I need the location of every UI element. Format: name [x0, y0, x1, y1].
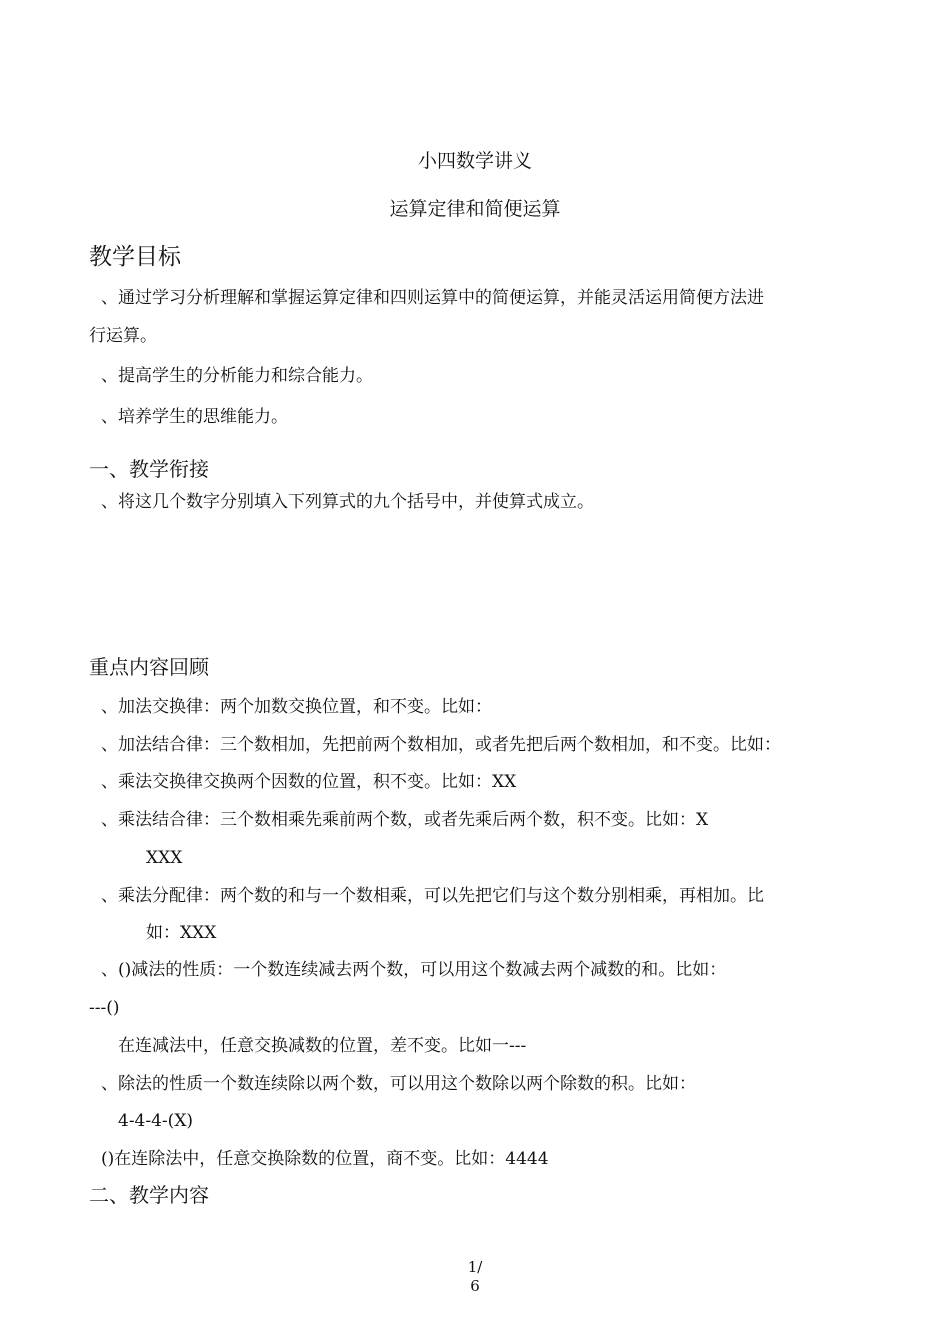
- review-line-8: 、()减法的性质：一个数连续减去两个数，可以用这个数减去两个减数的和。比如：: [101, 960, 727, 980]
- goals-item-1-line-1: 、通过学习分析理解和掌握运算定律和四则运算中的简便运算，并能灵活运用简便方法进: [101, 288, 764, 308]
- goals-item-3: 、培养学生的思维能力。: [101, 407, 288, 427]
- review-heading: 重点内容回顾: [89, 655, 209, 679]
- section-1-heading: 一、教学衔接: [89, 457, 209, 481]
- page-number-bottom: 6: [470, 1277, 480, 1295]
- section-2-heading: 二、教学内容: [89, 1183, 209, 1207]
- section-1-item-1: 、将这几个数字分别填入下列算式的九个括号中，并使算式成立。: [101, 492, 594, 512]
- review-line-9: ---(): [89, 998, 120, 1018]
- page-number-top: 1/: [467, 1258, 483, 1276]
- review-line-11: 、除法的性质一个数连续除以两个数，可以用这个数除以两个除数的积。比如：: [101, 1074, 696, 1094]
- goals-item-2: 、提高学生的分析能力和综合能力。: [101, 366, 373, 386]
- review-line-5: XXX: [146, 848, 183, 868]
- review-line-12: 4-4-4-(X): [118, 1111, 194, 1131]
- goals-item-1-line-2: 行运算。: [89, 326, 157, 346]
- document-subtitle: 运算定律和简便运算: [389, 198, 561, 220]
- review-line-4: 、乘法结合律：三个数相乘先乘前两个数，或者先乘后两个数，积不变。比如：X: [101, 810, 709, 830]
- review-line-7: 如：XXX: [146, 923, 217, 943]
- goals-heading: 教学目标: [89, 244, 181, 270]
- review-line-3: 、乘法交换律交换两个因数的位置，积不变。比如：XX: [101, 772, 517, 792]
- document-title: 小四数学讲义: [417, 150, 532, 172]
- review-line-13: ()在连除法中，任意交换除数的位置，商不变。比如：4444: [101, 1149, 549, 1169]
- review-line-6: 、乘法分配律：两个数的和与一个数相乘，可以先把它们与这个数分别相乘，再相加。比: [101, 886, 764, 906]
- review-line-2: 、加法结合律：三个数相加，先把前两个数相加，或者先把后两个数相加，和不变。比如：: [101, 735, 781, 755]
- review-line-10: 在连减法中，任意交换减数的位置，差不变。比如一---: [118, 1036, 527, 1056]
- review-line-1: 、加法交换律：两个加数交换位置，和不变。比如：: [101, 697, 492, 717]
